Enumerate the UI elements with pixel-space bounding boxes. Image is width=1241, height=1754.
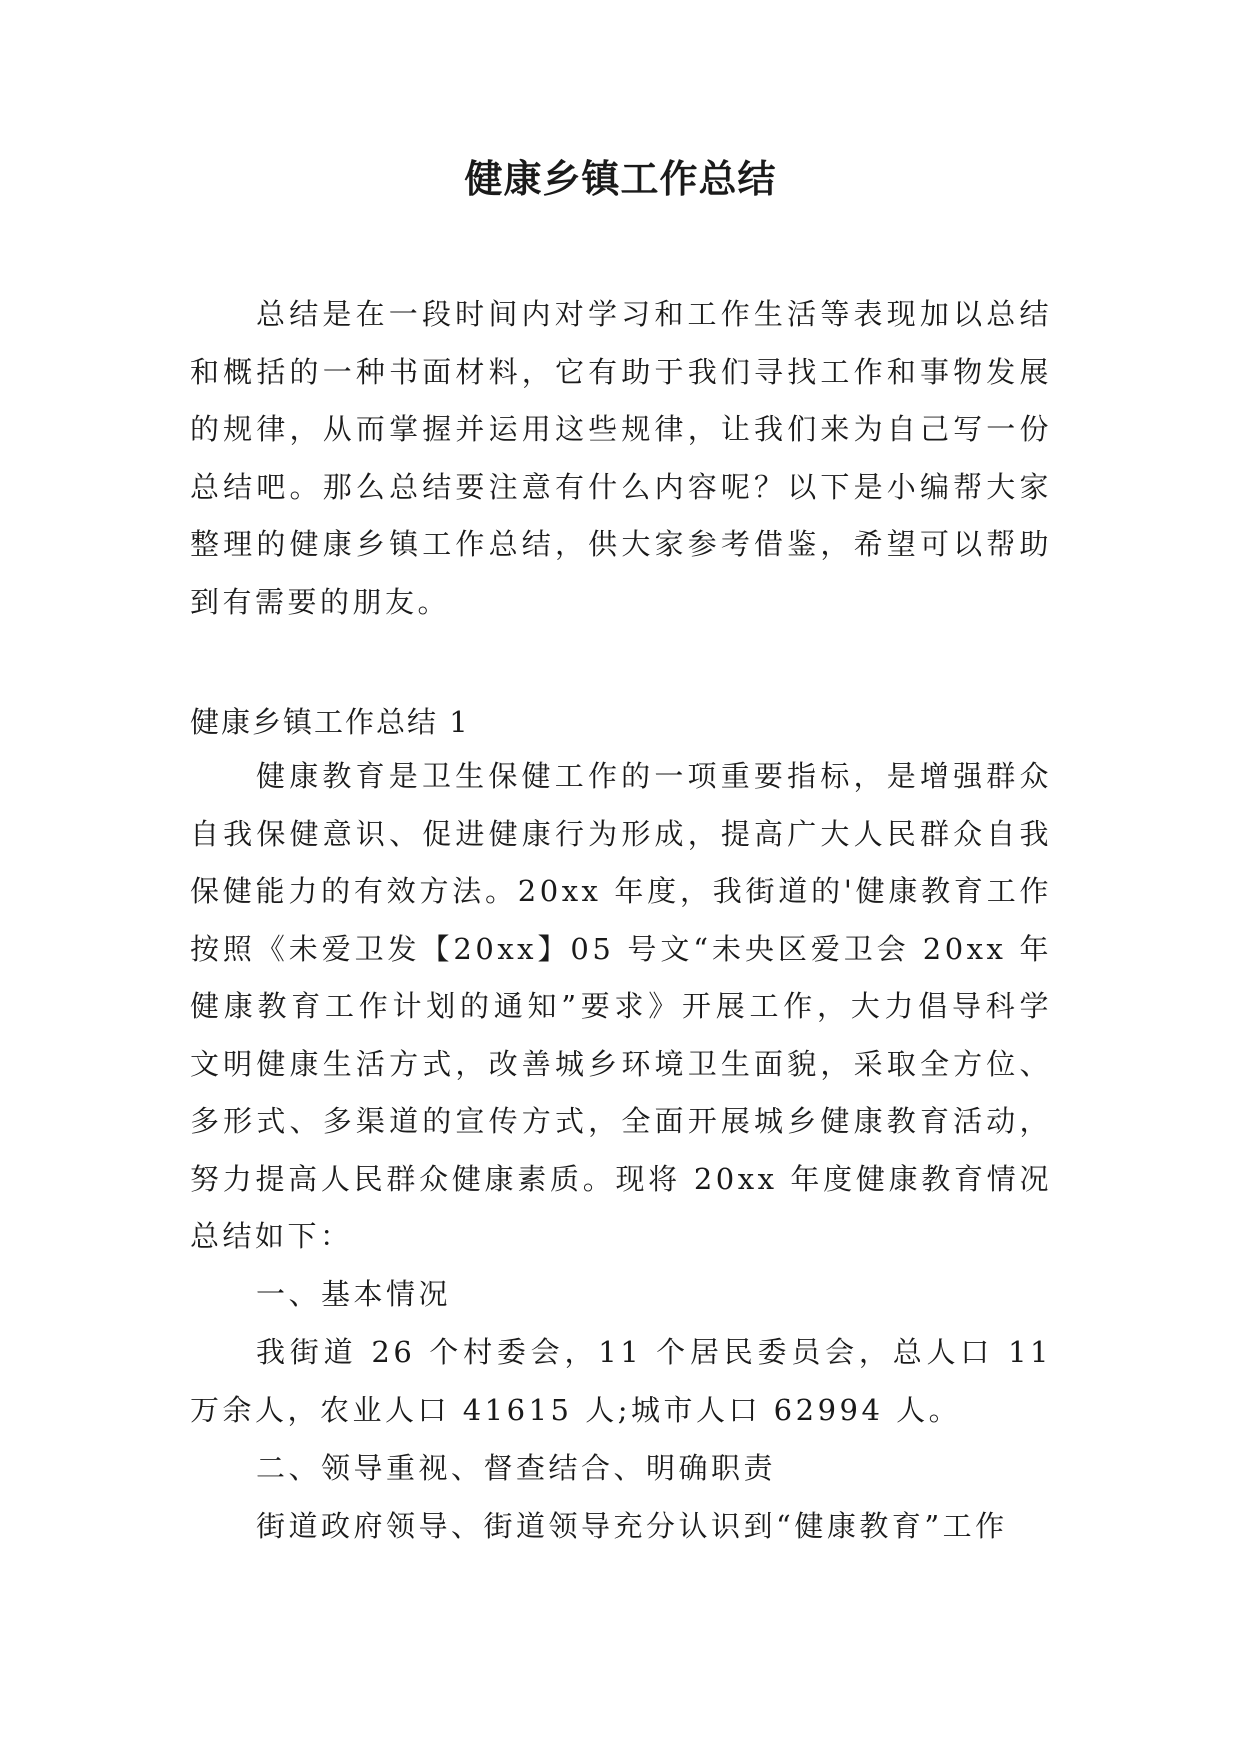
- section-title: 健康乡镇工作总结 1: [190, 705, 470, 739]
- document-title: 健康乡镇工作总结: [464, 157, 777, 201]
- subheading-basic-situation: 一、基本情况: [256, 1277, 452, 1311]
- body-paragraph-1: 健康教育是卫生保健工作的一项重要指标，是增强群众自我保健意识、促进健康行为形成，提高广大人民群众自我保健能力的有效方法。20xx 年度，我街道的'健康教育工作按照《未爱卫发【20xx】05 号文“未央区爱卫会 20xx 年健康教育工作计划的通知”要求》开展工作，大力倡导科学文明健康生活方式，改善城乡环境卫生面貌，采取全方位、多形式、多渠道的宣传方式，全面开展城乡健康教育活动，努力提高人民群众健康素质。现将 20xx 年度健康教育情况总结如下：: [190, 759, 1052, 1253]
- body-paragraph-3: 街道政府领导、街道领导充分认识到“健康教育”工作: [256, 1509, 1008, 1543]
- intro-paragraph: 总结是在一段时间内对学习和工作生活等表现加以总结和概括的一种书面材料，它有助于我们寻找工作和事物发展的规律，从而掌握并运用这些规律，让我们来为自己写一份总结吧。那么总结要注意有什么内容呢？以下是小编帮大家整理的健康乡镇工作总结，供大家参考借鉴，希望可以帮助到有需要的朋友。: [190, 297, 1052, 619]
- body-paragraph-2: 我街道 26 个村委会，11 个居民委员会，总人口 11 万余人，农业人口 41615 人;城市人口 62994 人。: [190, 1335, 1052, 1427]
- subheading-leadership: 二、领导重视、督查结合、明确职责: [256, 1451, 777, 1485]
